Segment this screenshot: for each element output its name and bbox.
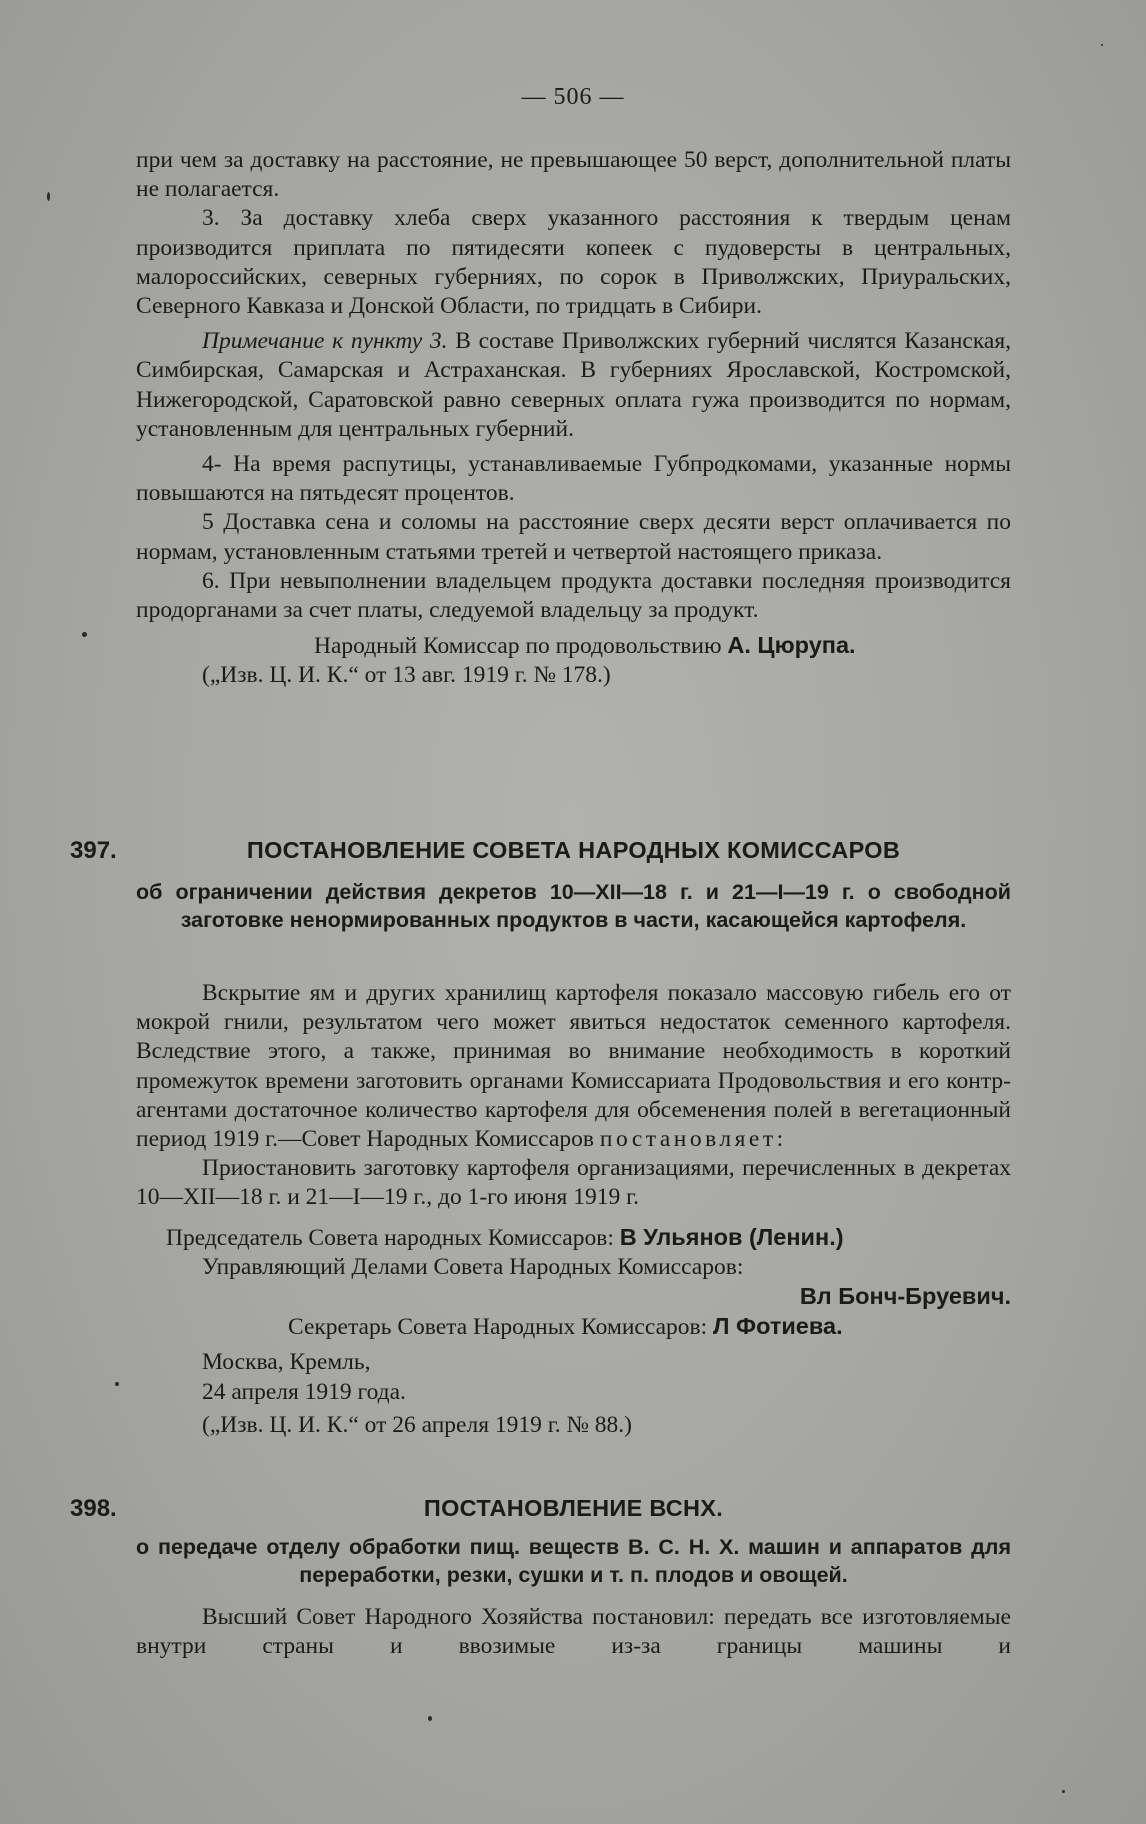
secretary-name: Л Фотиева. [713, 1313, 843, 1340]
paragraph-preamble [136, 979, 1011, 1154]
section-subtitle-398: о передаче отделу обработки пищ. веществ В. С. Н. Х. машин и аппаратов для переработки, резки, сушки и т. п. плодов и овощей. [136, 1535, 1011, 1587]
section-title-397: ПОСТАНОВЛЕНИЕ СОВЕТА НАРОДНЫХ КОМИССАРОВ [246, 837, 901, 863]
signature-chairman [136, 1223, 1011, 1253]
paragraph-vsnh: Высший Совет Народного Хозяйства постановил: передать все изготовляемые внутри страны и ввозимые из-за границы машины и [136, 1604, 1011, 1660]
note-label: Примечание к пункту 3. [202, 328, 448, 355]
signature-name: А. Цюрупа. [727, 632, 856, 659]
paper-speck [47, 192, 50, 201]
paragraph-6: 6. При невыполнении владельцем продукта доставки последняя производится продорганами за счет платы, следуемой владельцу за продукт. [136, 567, 1011, 624]
order-continuation [136, 146, 1011, 691]
paragraph-5: 5 Доставка сена и соломы на расстояние сверх десяти верст оплачивается по нормам, установленным статьями третей и четвертой настоящего приказа. [136, 509, 1011, 565]
note-to-item-3 [136, 327, 1011, 444]
paper-speck [82, 632, 87, 637]
paragraph-3: 3. За доставку хлеба сверх указанного расстояния к твердым ценам производится приплата по пятидесяти копеек с пудоверсты в центральных, малороссийских, северных губерниях, по сорок в Приволжских, Приуральских, Северного Кавказа и Донской Области, по тридцать в Сибири. [136, 205, 1011, 320]
section-number-397: 397. [70, 837, 117, 864]
paper-speck [428, 1716, 432, 1721]
paper-speck [115, 1382, 119, 1386]
source-citation: („Изв. Ц. И. К.“ от 13 авг. 1919 г. № 178.) [202, 662, 611, 689]
chairman-prefix: Председатель Совета народных Комиссаров: [166, 1224, 620, 1251]
paragraph-4: 4- На время распутицы, устанавливаемые Губпродкомами, указанные нормы повышаются на пятьдесят процентов. [136, 451, 1011, 507]
source-citation-397: („Изв. Ц. И. К.“ от 26 апреля 1919 г. № 88.) [202, 1411, 633, 1438]
section-body-398 [136, 1603, 1011, 1661]
paper-speck [1062, 1790, 1065, 1793]
resolves-word: постановляет: [599, 1126, 787, 1153]
signature-manager-name [136, 1282, 1011, 1312]
paragraph-continuation: при чем за доставку на расстояние, не превышающее 50 верст, дополнительной платы не полагается. [136, 147, 1011, 203]
signature-secretary [136, 1312, 1011, 1342]
page-number: — 506 — [521, 84, 625, 110]
date: 24 апреля 1919 года. [202, 1378, 406, 1405]
preamble-text: Вскрытие ям и других хранилищ картофеля показало массовую гибель его от мокрой гнили, результатом чего может явиться недостаток семенного картофеля. Вследствие этого, а также, принимая во внимание необходимость в короткий промежуток времени заготовить органами Комиссариата Продовольствия и его контр-агентами достаточное количество картофеля для обсеменения полей в вегетационный период 1919 г.—Совет Народных Комиссаров [136, 980, 1011, 1153]
chairman-name: В Ульянов (Ленин.) [619, 1223, 844, 1250]
signature-manager-title: Управляющий Делами Совета Народных Комиссаров: [202, 1253, 744, 1280]
secretary-prefix: Секретарь Совета Народных Комиссаров: [288, 1314, 713, 1341]
note-text: В составе Приволжских губерний числятся Казанская, Симбирская, Самарская и Астраханская. В губерниях Ярославской, Костромской, Нижегородской, Саратовской равно северных оплата гужа производится по нормам, установленным для центральных губерний. [136, 328, 1012, 442]
section-number-398: 398. [70, 1495, 117, 1522]
signature-prefix: Народный Комиссар по продовольствию [314, 633, 728, 660]
paper-speck [1101, 44, 1103, 46]
signature-commissar [136, 631, 1011, 661]
section-subtitle-397: об ограничении действия декретов 10—XII—18 г. и 21—I—19 г. о свободной заготовке ненормированных продуктов в части, касающейся картофеля. [136, 880, 1011, 932]
manager-name: Вл Бонч-Бруевич. [799, 1283, 1011, 1310]
place: Москва, Кремль, [202, 1349, 371, 1376]
section-title-398: ПОСТАНОВЛЕНИЕ ВСНХ. [423, 1495, 724, 1521]
section-body-397 [136, 979, 1011, 1440]
paragraph-resolution: Приостановить заготовку картофеля организациями, перечисленных в декретах 10—XII—18 г. и 21—I—19 г., до 1-го июня 1919 г. [136, 1155, 1011, 1211]
